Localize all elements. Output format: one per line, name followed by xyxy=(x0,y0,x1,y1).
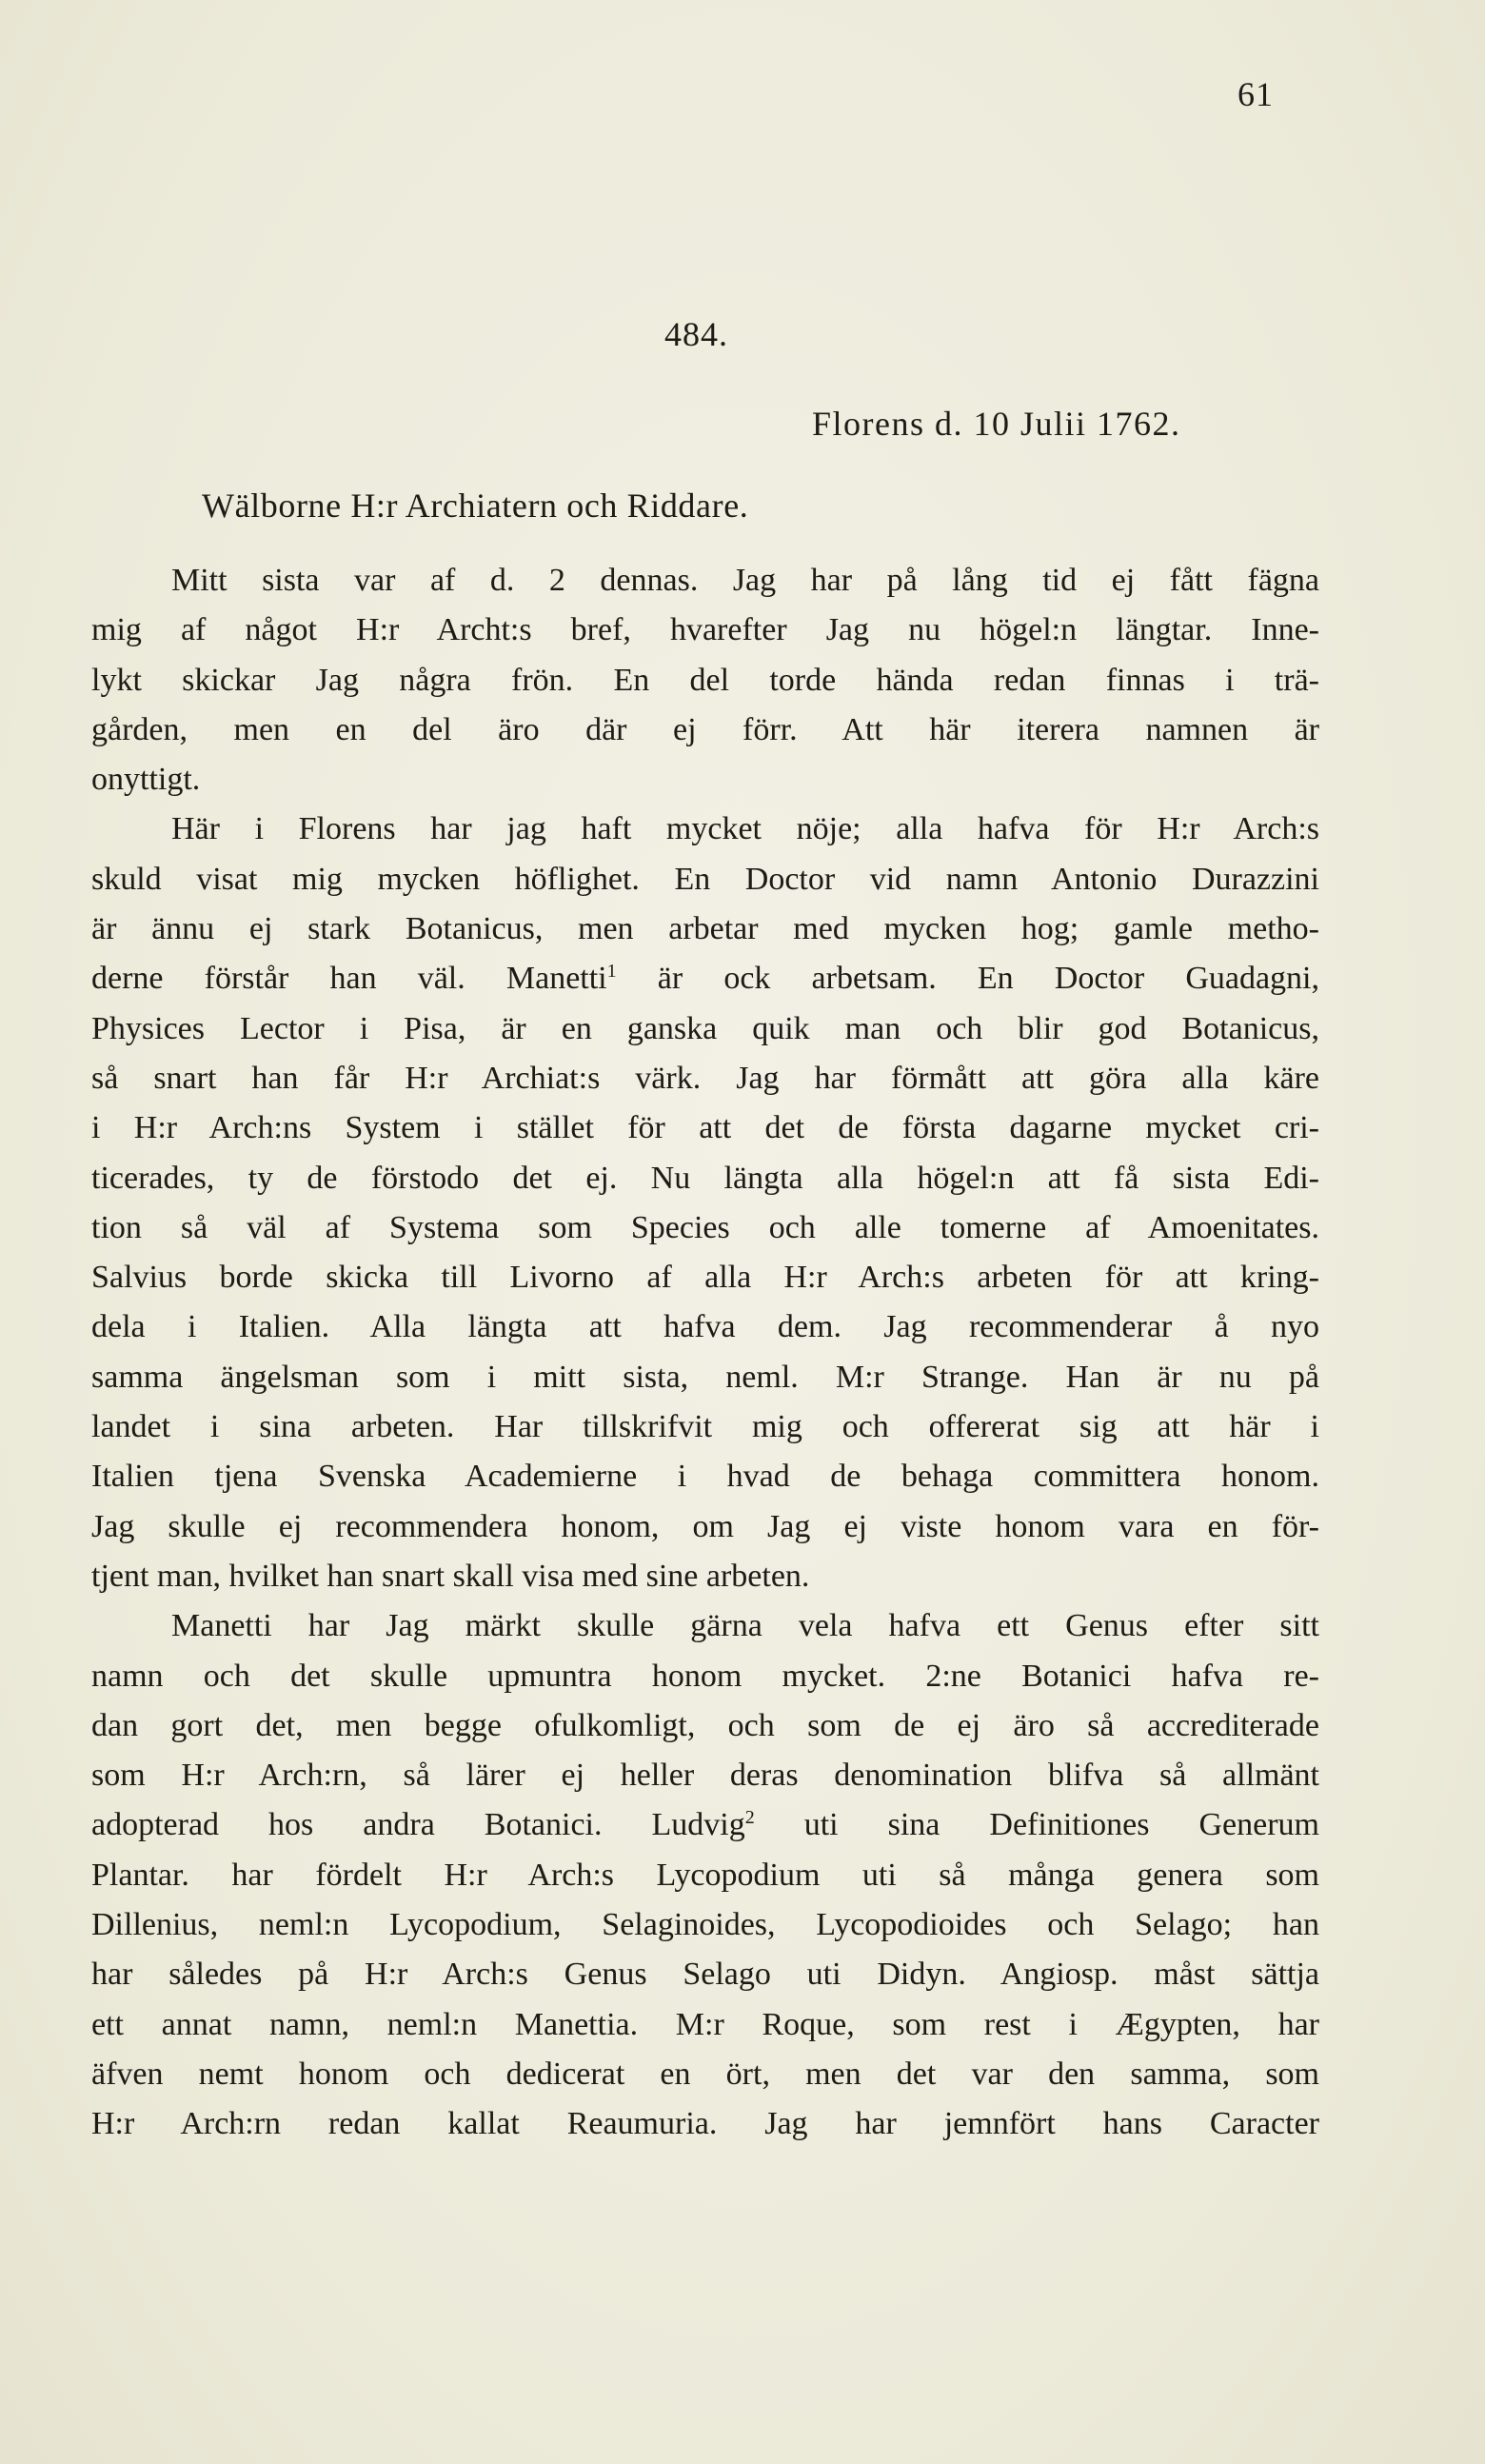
text-line: som H:r Arch:rn, så lärer ej heller deras denomination blifva så allmänt xyxy=(91,1758,1319,1794)
text-line: Physices Lector i Pisa, är en ganska quik man och blir god Botanicus, xyxy=(91,1010,1319,1046)
text-line: Manetti har Jag märkt skulle gärna vela hafva ett Genus efter sitt xyxy=(171,1608,1319,1644)
text-line: äfven nemt honom och dedicerat en ört, men det var den samma, som xyxy=(91,2056,1319,2092)
dateline: Florens d. 10 Julii 1762. xyxy=(812,405,1181,443)
text-segment: derne förstår han väl. Manetti xyxy=(91,961,607,997)
text-line: namn och det skulle upmuntra honom mycket. 2:ne Botanici hafva re- xyxy=(91,1658,1319,1694)
salutation: Wälborne H:r Archiatern och Riddare. xyxy=(202,487,749,525)
text-line: tion så väl af Systema som Species och alle tomerne af Amoenitates. xyxy=(91,1209,1319,1245)
text-line: mig af något H:r Archt:s bref, hvarefter Jag nu högel:n längtar. Inne- xyxy=(91,612,1319,648)
text-line: ticerades, ty de förstodo det ej. Nu längta alla högel:n att få sista Edi- xyxy=(91,1160,1319,1196)
text-line: dan gort det, men begge ofulkomligt, och som de ej äro så accrediterade xyxy=(91,1707,1319,1743)
text-line: H:r Arch:rn redan kallat Reaumuria. Jag har jemnfört hans Caracter xyxy=(91,2106,1319,2142)
text-line: landet i sina arbeten. Har tillskrifvit mig och offererat sig att här i xyxy=(91,1409,1319,1445)
text-line: i H:r Arch:ns System i stället för att det de första dagarne mycket cri- xyxy=(91,1110,1319,1146)
text-segment: adopterad hos andra Botanici. Ludvig xyxy=(91,1807,745,1843)
text-line: har således på H:r Arch:s Genus Selago uti Didyn. Angiosp. måst sättja xyxy=(91,1957,1319,1993)
text-line: onyttigt. xyxy=(91,762,201,798)
text-line: Plantar. har fördelt H:r Arch:s Lycopodium uti så många genera som xyxy=(91,1857,1319,1893)
text-line: Mitt sista var af d. 2 dennas. Jag har på lång tid ej fått fägna xyxy=(171,563,1319,598)
footnote-marker: 1 xyxy=(606,961,617,983)
text-line: är ännu ej stark Botanicus, men arbetar med mycken hog; gamle metho- xyxy=(91,911,1319,947)
text-segment: uti sina Definitiones Generum xyxy=(803,1807,1319,1843)
text-line: Dillenius, neml:n Lycopodium, Selaginoides, Lycopodioides och Selago; han xyxy=(91,1907,1319,1943)
text-line: Jag skulle ej recommendera honom, om Jag ej viste honom vara en för- xyxy=(91,1508,1319,1544)
text-line: Här i Florens har jag haft mycket nöje; alla hafva för H:r Arch:s xyxy=(171,811,1319,847)
text-line-with-footnote xyxy=(91,1800,1319,1850)
text-line: så snart han får H:r Archiat:s värk. Jag har förmått att göra alla käre xyxy=(91,1060,1319,1096)
text-line: ett annat namn, neml:n Manettia. M:r Roque, som rest i Ægypten, har xyxy=(91,2006,1319,2042)
text-segment: är ock arbetsam. En Doctor Guadagni, xyxy=(657,961,1319,997)
footnote-marker: 2 xyxy=(744,1807,755,1829)
text-line: Italien tjena Svenska Academierne i hvad de behaga committera honom. xyxy=(91,1459,1319,1495)
text-line: samma ängelsman som i mitt sista, neml. M:r Strange. Han är nu på xyxy=(91,1359,1319,1395)
letter-number: 484. xyxy=(664,315,728,353)
text-line: lykt skickar Jag några frön. En del torde hända redan finnas i trä- xyxy=(91,662,1319,698)
letter-body xyxy=(91,556,1319,2150)
text-line: tjent man, hvilket han snart skall visa med sine arbeten. xyxy=(91,1558,810,1594)
text-line: gården, men en del äro där ej förr. Att här iterera namnen är xyxy=(91,711,1319,747)
text-line: Salvius borde skicka till Livorno af alla H:r Arch:s arbeten för att kring- xyxy=(91,1260,1319,1296)
text-line: dela i Italien. Alla längta att hafva dem. Jag recommenderar å nyo xyxy=(91,1309,1319,1345)
text-line-with-footnote xyxy=(91,954,1319,1003)
text-line: skuld visat mig mycken höflighet. En Doctor vid namn Antonio Durazzini xyxy=(91,861,1319,897)
page-number: 61 xyxy=(1238,75,1274,113)
